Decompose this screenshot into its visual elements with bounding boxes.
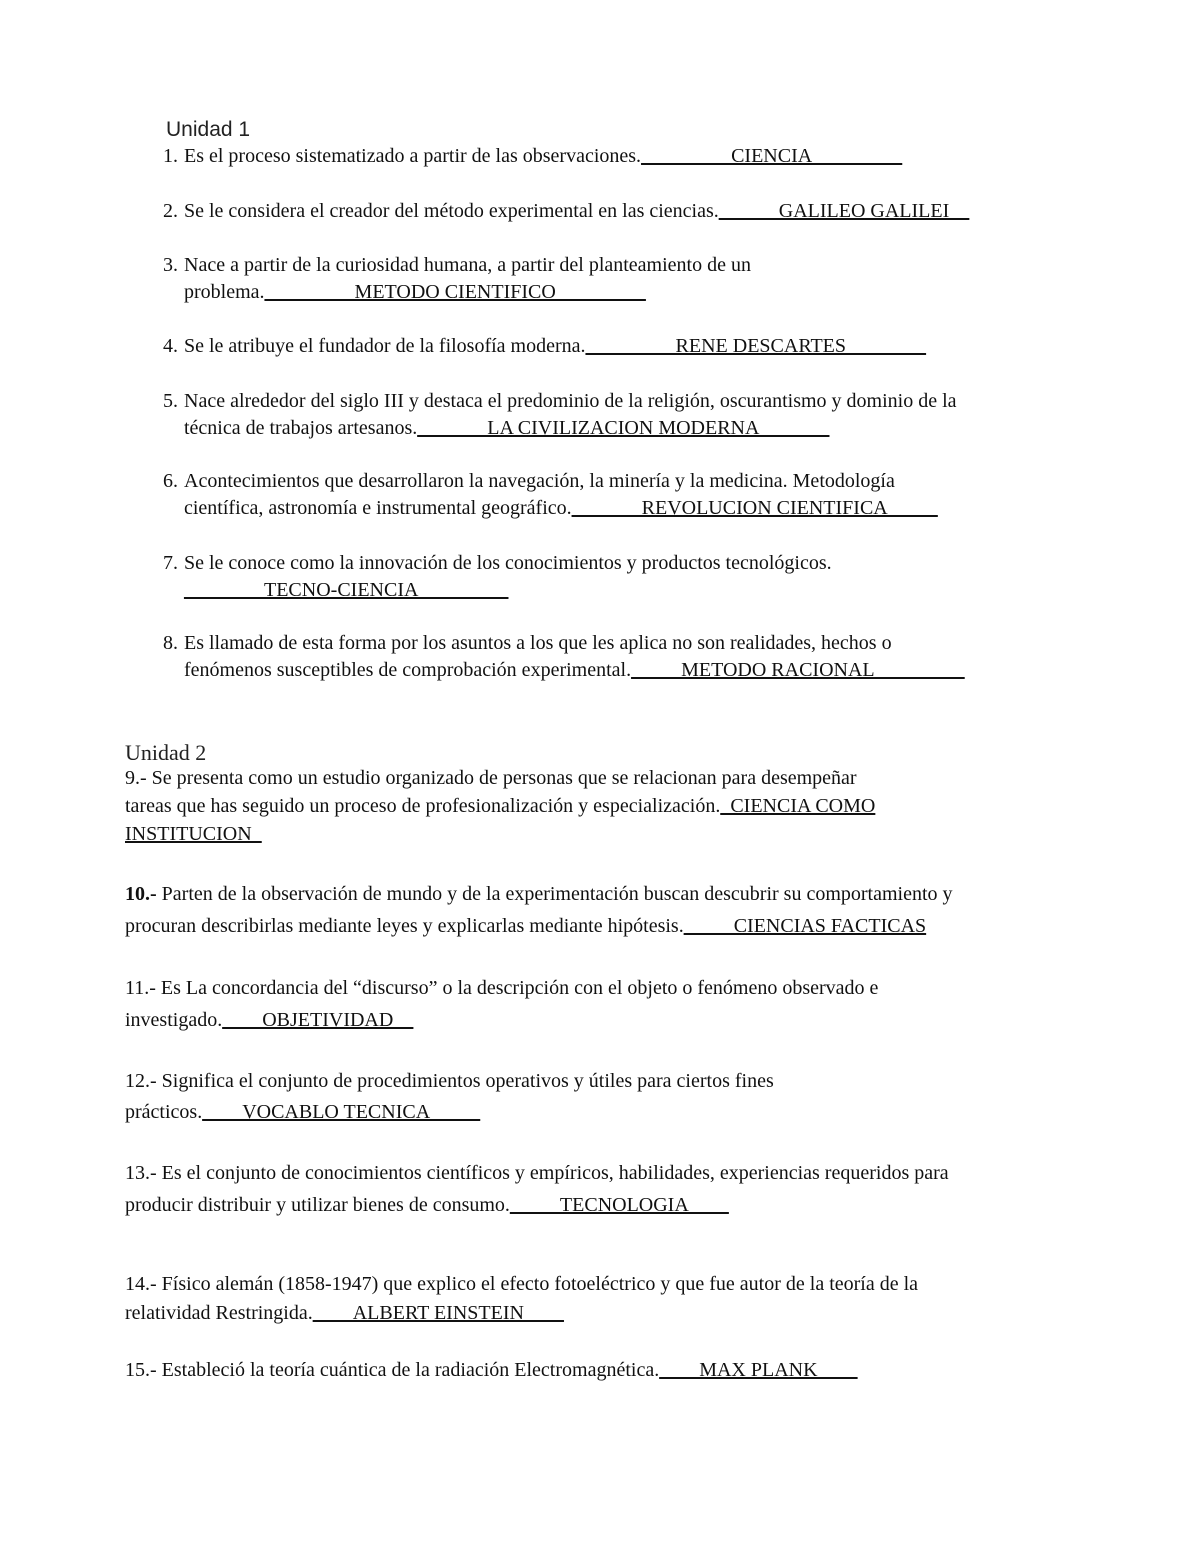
answer: _________METODO CIENTIFICO_________ <box>264 281 646 303</box>
question-text: Se presenta como un estudio organizado de personas que se relacionan para desempeñar <box>146 767 857 789</box>
question-text: Significa el conjunto de procedimientos operativos y útiles para ciertos fines <box>156 1070 774 1092</box>
question-number: 3. <box>163 254 178 276</box>
unit2-title: Unidad 2 <box>125 740 207 765</box>
answer: ________TECNO-CIENCIA_________ <box>184 579 509 601</box>
answer: _CIENCIA COMO <box>720 795 876 817</box>
answer: ____OBJETIVIDAD__ <box>222 1009 414 1031</box>
question-number: 2. <box>163 200 178 222</box>
answer: _____CIENCIAS FACTICAS <box>683 915 927 937</box>
question-9 <box>125 764 875 848</box>
question-text: Es llamado de esta forma por los asuntos a los que les aplica no son realidades, hechos o fenómenos susceptibles de comprobación experimental._____METODO RACIONAL_________ <box>184 632 965 681</box>
question-number: 4. <box>163 335 178 357</box>
unit1-title: Unidad 1 <box>166 118 251 141</box>
question-text: Estableció la teoría cuántica de la radiación Electromagnética. <box>156 1359 660 1381</box>
question-text: Físico alemán (1858-1947) que explico el efecto fotoeléctrico y que fue autor de la teoría de la <box>156 1273 919 1295</box>
answer: _______REVOLUCION CIENTIFICA_____ <box>571 497 938 519</box>
answer: _________CIENCIA_________ <box>641 145 903 167</box>
answer: ____MAX PLANK____ <box>659 1359 858 1381</box>
question-11 <box>125 972 878 1036</box>
answer: _______LA CIVILIZACION MODERNA_______ <box>417 417 830 439</box>
question-13 <box>125 1157 949 1221</box>
answer: INSTITUCION_ <box>125 823 262 845</box>
question-12 <box>125 1066 774 1128</box>
question-text: Acontecimientos que desarrollaron la navegación, la minería y la medicina. Metodología científica, astronomía e instrumental geográfico._______REVOLUCION CIENTIFICA_____ <box>184 470 938 519</box>
question-text: Es La concordancia del “discurso” o la descripción con el objeto o fenómeno observado e <box>155 977 879 999</box>
answer: _________RENE DESCARTES________ <box>585 335 927 357</box>
answer: ____VOCABLO TECNICA_____ <box>202 1101 481 1123</box>
question-number: 6. <box>163 470 178 492</box>
question-text: Es el conjunto de conocimientos científicos y empíricos, habilidades, experiencias requeridos para <box>156 1162 949 1184</box>
question-number: 8. <box>163 632 178 654</box>
question-14 <box>125 1270 918 1328</box>
question-15 <box>125 1356 858 1385</box>
question-text: Parten de la observación de mundo y de la experimentación buscan descubrir su comportamiento y <box>156 883 953 905</box>
question-text: Se le considera el creador del método experimental en las ciencias.______GALILEO GALILEI__ <box>184 200 970 222</box>
question-number: 1. <box>163 145 178 167</box>
question-number: 12.- <box>125 1070 157 1092</box>
answer: ______GALILEO GALILEI__ <box>718 200 970 222</box>
question-number: 10.- <box>125 883 157 905</box>
question-number: 14.- <box>125 1273 157 1295</box>
question-number: 5. <box>163 390 178 412</box>
question-text: investigado. <box>125 1009 223 1031</box>
question-number: 13.- <box>125 1162 157 1184</box>
question-text: Es el proceso sistematizado a partir de las observaciones._________CIENCIA_________ <box>184 145 903 167</box>
question-number: 7. <box>163 552 178 574</box>
question-text: Nace a partir de la curiosidad humana, a partir del planteamiento de un problema._________METODO CIENTIFICO_________ <box>184 254 751 303</box>
question-text: Se le conoce como la innovación de los conocimientos y productos tecnológicos. ________TECNO-CIENCIA_________ <box>184 552 832 601</box>
question-text: prácticos. <box>125 1101 203 1123</box>
question-text: Se le atribuye el fundador de la filosofía moderna._________RENE DESCARTES________ <box>184 335 927 357</box>
answer: _____METODO RACIONAL_________ <box>631 659 965 681</box>
question-number: 11.- <box>125 977 156 999</box>
answer: _____TECNOLOGIA____ <box>509 1194 729 1216</box>
question-number: 9.- <box>125 767 147 789</box>
question-number: 15.- <box>125 1359 157 1381</box>
question-text: relatividad Restringida. <box>125 1302 313 1324</box>
question-10 <box>125 878 953 942</box>
answer: ____ALBERT EINSTEIN____ <box>312 1302 564 1324</box>
question-text: producir distribuir y utilizar bienes de consumo. <box>125 1194 510 1216</box>
question-text: procuran describirlas mediante leyes y explicarlas mediante hipótesis. <box>125 915 684 937</box>
question-text: tareas que has seguido un proceso de profesionalización y especialización. <box>125 795 721 817</box>
question-text: Nace alrededor del siglo III y destaca el predominio de la religión, oscurantismo y dominio de la técnica de trabajos artesanos._______LA CIVILIZACION MODERNA_______ <box>184 390 957 439</box>
